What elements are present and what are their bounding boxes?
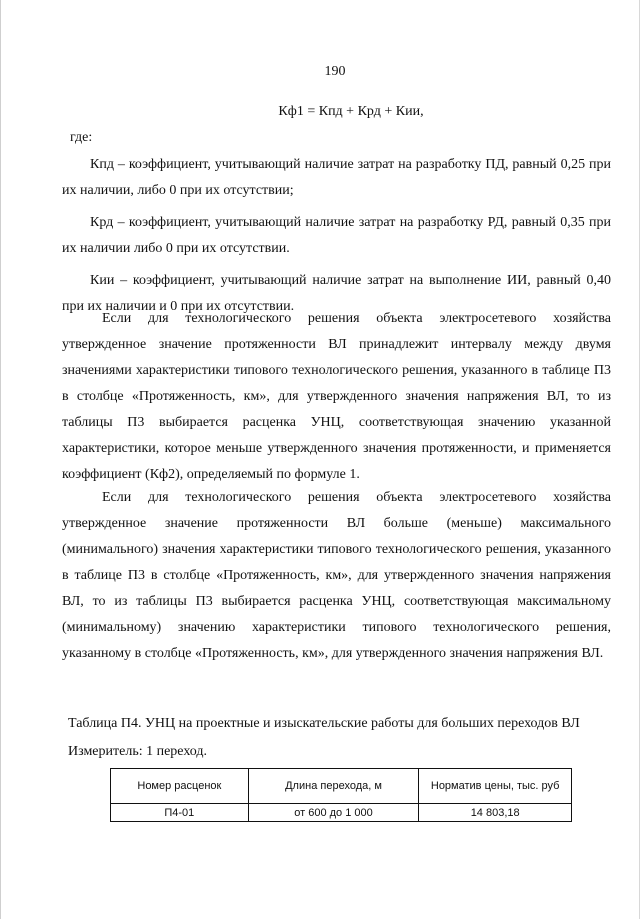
column-header-price-norm: Норматив цены, тыс. руб (419, 769, 572, 804)
definition-kpd: Кпд – коэффициент, учитывающий наличие затрат на разработку ПД, равный 0,25 при их наличии, либо 0 при их отсутствии; (62, 157, 611, 198)
body-paragraph-2: Если для технологического решения объекта электросетевого хозяйства утвержденное значение протяженности ВЛ больше (меньше) максимального (минимального) значения характеристики типового технологического решения, указанного в таблице П3 в столбце «Протяженность, км», для утвержденного значения напряжения ВЛ, то из таблицы П3 выбирается расценка УНЦ, соответствующая максимальному (минимальному) значению характеристики типового технологического решения, указанному в столбце «Протяженность, км», для утвержденного значения напряжения ВЛ. (62, 490, 611, 661)
definitions-block (62, 152, 611, 320)
cell-rate-number: П4-01 (111, 804, 249, 822)
table-unit: Измеритель: 1 переход. (68, 744, 208, 759)
price-table (110, 768, 572, 822)
body-paragraph-2-block (62, 485, 611, 667)
definition-kii: Кии – коэффициент, учитывающий наличие затрат на выполнение ИИ, равный 0,40 при их наличии и 0 при их отсутствии. (62, 273, 611, 314)
formula-kf1: Кф1 = Кпд + Крд + Кии, (278, 104, 424, 119)
table-header-row (111, 769, 572, 804)
table-row (111, 804, 572, 822)
page-number: 190 (324, 64, 346, 79)
definition-krd: Крд – коэффициент, учитывающий наличие затрат на разработку РД, равный 0,35 при их наличии либо 0 при их отсутствии. (62, 215, 611, 256)
where-label: где: (70, 130, 93, 145)
cell-price-norm: 14 803,18 (419, 804, 572, 822)
table-caption: Таблица П4. УНЦ на проектные и изыскательские работы для больших переходов ВЛ (68, 716, 580, 731)
body-paragraph-1: Если для технологического решения объекта электросетевого хозяйства утвержденное значение протяженности ВЛ принадлежит интервалу между двумя значениями характеристики типового технологического решения, указанного в таблице П3 в столбце «Протяженность, км», для утвержденного значения напряжения ВЛ, то из таблицы П3 выбирается расценка УНЦ, соответствующая значению указанной характеристики, которое меньше утвержденного значения протяженности, и применяется коэффициент (Кф2), определяемый по формуле 1. (62, 311, 611, 482)
column-header-rate-number: Номер расценок (111, 769, 249, 804)
cell-crossing-length: от 600 до 1 000 (248, 804, 419, 822)
column-header-crossing-length: Длина перехода, м (248, 769, 419, 804)
body-paragraph-1-block (62, 306, 611, 488)
